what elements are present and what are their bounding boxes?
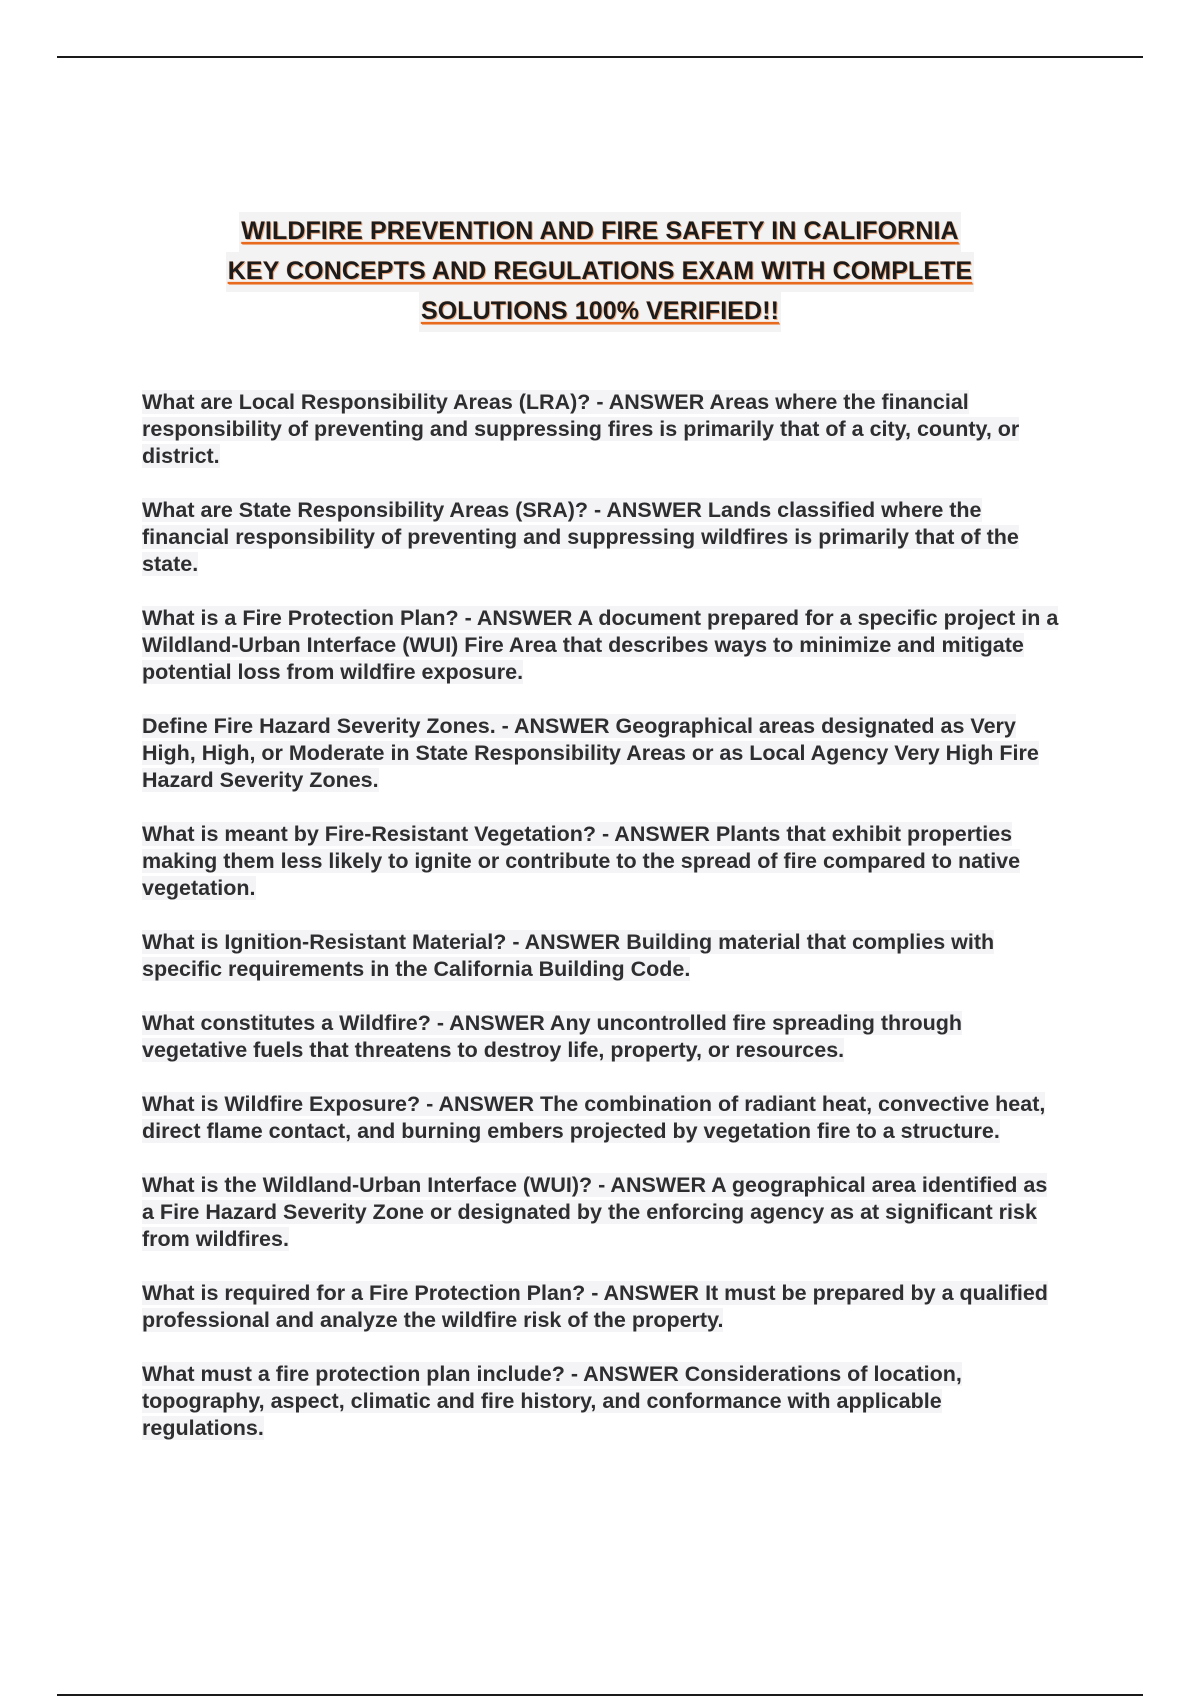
answer-text: It must be prepared by a qualified professional and analyze the wildfire risk of the property.: [142, 1281, 1048, 1332]
title-line-2: KEY CONCEPTS AND REGULATIONS EXAM WITH COMPLETE: [226, 252, 975, 292]
title-line-1: WILDFIRE PREVENTION AND FIRE SAFETY IN CALIFORNIA: [239, 212, 960, 252]
top-rule: [57, 56, 1143, 58]
answer-text: Geographical areas designated as Very High, High, or Moderate in State Responsibility Areas or as Local Agency Very High Fire Hazard Severity Zones.: [142, 714, 1039, 792]
question-text: What are Local Responsibility Areas (LRA)?: [142, 390, 591, 414]
question-text: What are State Responsibility Areas (SRA)?: [142, 498, 589, 522]
answer-text: Building material that complies with specific requirements in the California Building Code.: [142, 930, 995, 981]
qa-item: [142, 821, 1062, 902]
qa-item: [142, 1361, 1062, 1442]
answer-text: Plants that exhibit properties making them less likely to ignite or contribute to the spread of fire compared to native vegetation.: [142, 822, 1021, 900]
qa-item: [142, 605, 1062, 686]
answer-text: Considerations of location, topography, aspect, climatic and fire history, and conformance with applicable regulations.: [142, 1362, 962, 1440]
answer-separator: - ANSWER: [590, 390, 710, 414]
question-text: What is Ignition-Resistant Material?: [142, 930, 507, 954]
qa-item: [142, 1280, 1062, 1334]
question-text: What is meant by Fire-Resistant Vegetation?: [142, 822, 596, 846]
answer-text: Areas where the financial responsibility of preventing and suppressing fires is primarily that of a city, county, or district.: [142, 390, 1020, 468]
bottom-rule: [57, 1694, 1143, 1696]
question-text: What is Wildfire Exposure?: [142, 1092, 421, 1116]
qa-item: [142, 713, 1062, 794]
question-text: What is the Wildland-Urban Interface (WUI)?: [142, 1173, 593, 1197]
question-text: What must a fire protection plan include?: [142, 1362, 565, 1386]
answer-separator: - ANSWER: [430, 1011, 550, 1035]
answer-separator: - ANSWER: [420, 1092, 540, 1116]
qa-list: [142, 389, 1062, 1469]
answer-separator: - ANSWER: [495, 714, 616, 738]
question-text: Define Fire Hazard Severity Zones.: [142, 714, 496, 738]
qa-item: [142, 929, 1062, 983]
qa-item: [142, 1010, 1062, 1064]
qa-item: [142, 497, 1062, 578]
answer-separator: - ANSWER: [592, 1173, 712, 1197]
question-text: What is a Fire Protection Plan?: [142, 606, 459, 630]
document-title: [130, 212, 1070, 332]
answer-text: A geographical area identified as a Fire Hazard Severity Zone or designated by the enforcing agency as at significant risk from wildfires.: [142, 1173, 1048, 1251]
title-line-3: SOLUTIONS 100% VERIFIED!!: [419, 292, 781, 332]
question-text: What constitutes a Wildfire?: [142, 1011, 431, 1035]
qa-item: [142, 1091, 1062, 1145]
answer-separator: - ANSWER: [458, 606, 578, 630]
answer-separator: - ANSWER: [595, 822, 716, 846]
question-text: What is required for a Fire Protection Plan?: [142, 1281, 586, 1305]
answer-separator: - ANSWER: [588, 498, 708, 522]
answer-separator: - ANSWER: [506, 930, 627, 954]
answer-text: Any uncontrolled fire spreading through vegetative fuels that threatens to destroy life, property, or resources.: [142, 1011, 963, 1062]
answer-text: The combination of radiant heat, convective heat, direct flame contact, and burning embers projected by vegetation fire to a structure.: [142, 1092, 1046, 1143]
qa-item: [142, 1172, 1062, 1253]
answer-text: Lands classified where the financial responsibility of preventing and suppressing wildfires is primarily that of the state.: [142, 498, 1019, 576]
answer-text: A document prepared for a specific project in a Wildland-Urban Interface (WUI) Fire Area that describes ways to minimize and mitigate potential loss from wildfire exposure.: [142, 606, 1059, 684]
answer-separator: - ANSWER: [564, 1362, 685, 1386]
qa-item: [142, 389, 1062, 470]
answer-separator: - ANSWER: [585, 1281, 706, 1305]
